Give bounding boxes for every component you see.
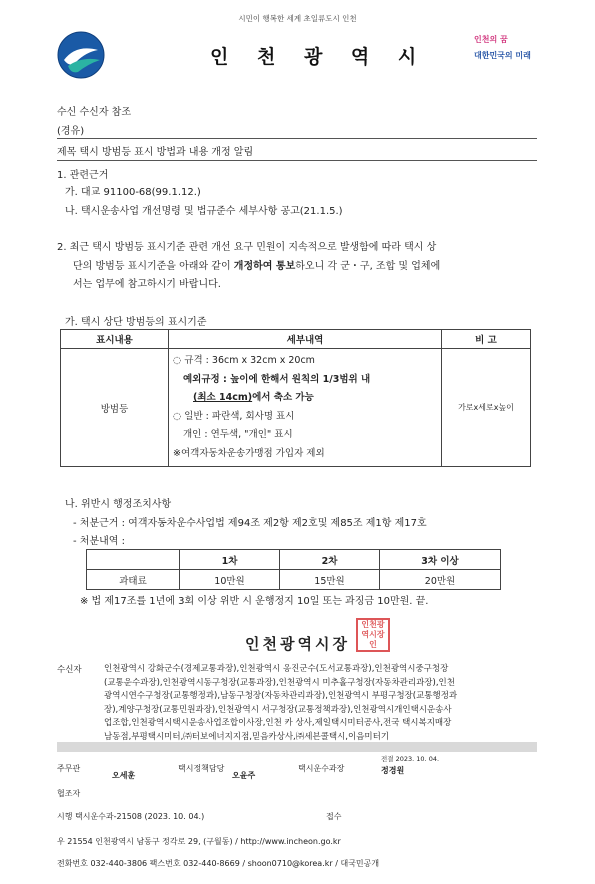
document-number: 시행 택시운수과-21508 (2023. 10. 04.) [57,812,205,821]
slogan: 시민이 행복한 세계 초일류도시 인천 [238,14,357,23]
recipients-line: (교통운수과장),인천광역시동구청장(교통과장),인천광역시 미추홀구청장(자동차관리과장),인천 [104,677,455,688]
penalty-cell: 과태료 [87,570,180,590]
section-2-text: 하오니 각 군・구, 조합 및 업체에 [295,261,441,272]
penalty-basis: - 처분근거 : 여객자동차운수사업법 제94조 제2항 제2호및 제85조 제1항 제17호 [73,518,427,529]
recipients-line: 남동점,부평택시미터,㈜터보에너지지점,믿음카상사,㈜세븐콜택시,이음미터기 [104,731,390,742]
director-name: 정경원 [381,766,405,775]
recipients-list [104,663,564,744]
col-header-detail: 세부내역 [169,330,442,349]
section-2-text: 단의 방범등 표시기준을 아래와 같이 [73,261,234,272]
col-header-item: 표시내용 [61,330,169,349]
right-logo-line1: 인천의 꿈 [474,35,508,44]
section-1-heading: 1. 관련근거 [57,170,109,181]
item-cell: 방범등 [61,349,169,467]
via-line: (경유) [57,126,85,137]
decision-date: 전결 2023. 10. 04. [381,755,440,763]
detail-shrink: 에서 축소 가능 [252,392,314,403]
document-title: 인 천 광 역 시 [210,46,428,68]
divider [57,138,537,139]
chief-title: 택시정책담당 [178,764,225,773]
detail-exception-2 [173,389,437,408]
col-header-note: 비 고 [442,330,531,349]
contact-line: 전화번호 032-440-3806 팩스번호 032-440-8669 / shoon0710@korea.kr / 대국민공개 [57,859,380,868]
penalty-header-2: 2차 [280,550,380,570]
right-logo-line2: 대한민국의 미래 [474,51,531,60]
section-2-emphasis: 개정하여 통보 [233,261,296,272]
detail-cell [169,349,442,467]
section-2-line2 [73,257,440,272]
recipients-line: 장),계양구청장(교통민원과장),인천광역시 서구청장(교통정책과장),인천광역시개인택시운송사 [104,704,452,715]
penalty-cell: 10만원 [180,570,280,590]
penalty-header-1: 1차 [180,550,280,570]
section-2-line1: 2. 최근 택시 방범등 표시기준 관련 개선 요구 민원이 지속적으로 발생함에 따라 택시 상 [57,242,437,253]
section-1-item-b: 나. 택시운송사업 개선명령 및 법규준수 세부사항 공고(21.1.5.) [65,206,343,217]
author-name: 오세훈 [112,771,136,780]
detail-spec: ◌ 규격 : 36cm x 32cm x 20cm [173,355,315,366]
penalty-cell: 15만원 [280,570,380,590]
detail-min: (최소 14cm) [193,392,253,403]
penalty-cell: 20만원 [380,570,501,590]
footnote: ※ 법 제17조를 1년에 3회 이상 위반 시 운행정지 10일 또는 과징금 10만원. 끝. [80,596,429,607]
incheon-logo-icon [56,30,106,84]
penalty-header-blank [87,550,180,570]
official-seal-icon: 인천광역시장인 [356,618,390,652]
section-1-item-a: 가. 대교 91100-68(99.1.12.) [65,187,201,198]
divider [57,160,537,161]
author-title: 주무관 [57,764,81,773]
note-cell: 가로x세로x높이 [442,349,531,467]
standard-heading: 가. 택시 상단 방범등의 표시기준 [65,317,207,328]
detail-note: ※여객자동차운송가맹점 가입자 제외 [173,447,325,459]
penalty-detail-label: - 처분내역 : [73,536,125,547]
detail-general: ◌ 일반 : 파란색, 회사명 표시 [173,410,295,422]
subject-line: 제목 택시 방범등 표시 방법과 내용 개정 알림 [57,147,254,158]
receipt-label: 접수 [326,812,342,821]
recipients-label: 수신자 [57,665,82,675]
detail-private: 개인 : 연두색, "개인" 표시 [183,429,293,440]
recipients-line: 업조합,인천광역시택시운송사업조합이사장,인천 카 상사,제일택시미터공사,전국 택시복지매장 [104,718,452,728]
cooperator-label: 협조자 [57,789,81,798]
penalty-header-3: 3차 이상 [380,550,501,570]
penalty-heading: 나. 위반시 행정조치사항 [65,499,172,510]
recipients-line: 광역시연수구청장(교통행정과),남동구청장(자동차관리과장),인천광역시 부평구청장(교통행정과 [104,691,458,701]
penalty-table [86,549,501,590]
detail-exception: 예외규정 : 높이에 한해서 원칙의 1/3범위 내 [183,373,371,385]
address-line: 우 21554 인천광역시 남동구 정각로 29, (구월동) / http://www.incheon.go.kr [57,837,341,846]
chief-name: 오윤주 [232,771,256,780]
recipient-line: 수신 수신자 참조 [57,107,131,118]
section-2-line3: 서는 업무에 참고하시기 바랍니다. [73,279,221,290]
director-title: 택시운수과장 [298,764,345,773]
standard-table [60,329,531,467]
separator-bar [57,742,537,752]
issuer-name: 인천광역시장 [245,635,350,653]
recipients-line: 인천광역시 강화군수(경제교통과장),인천광역시 옹진군수(도서교통과장),인천광역시중구청장 [104,664,449,674]
